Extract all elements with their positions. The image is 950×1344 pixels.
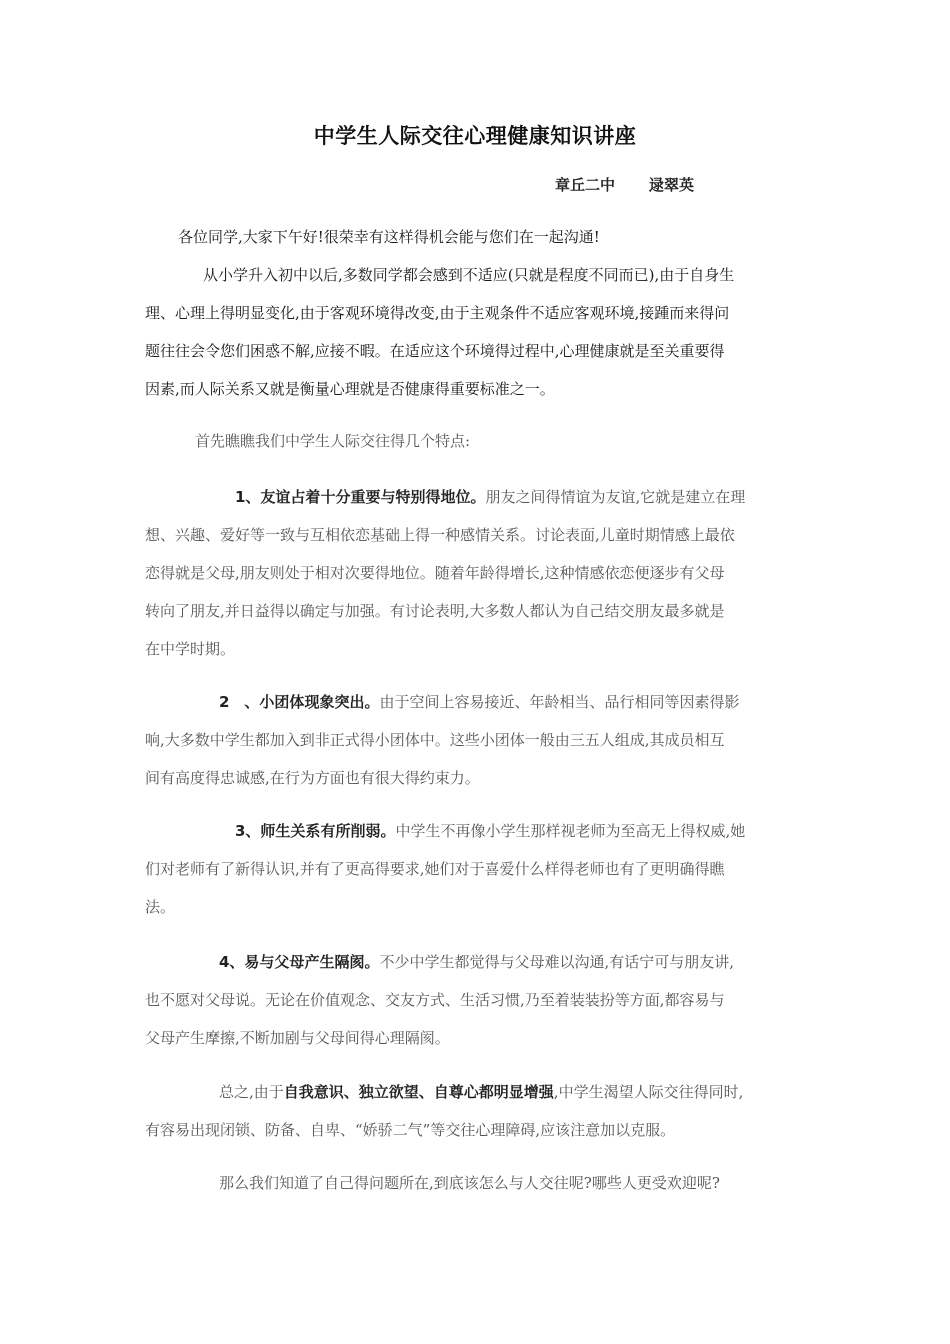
feature-paragraph-4: [145, 943, 810, 1057]
feature-paragraph-2: [145, 683, 810, 797]
summary-paragraph: [145, 1073, 810, 1149]
closing-text: 那么我们知道了自己得问题所在,到底该怎么与人交往呢?哪些人更受欢迎呢?: [219, 1174, 720, 1192]
feature-heading: 3、师生关系有所削弱。: [235, 822, 396, 840]
feature-heading: 4、易与父母产生隔阂。: [219, 953, 380, 971]
feature-line: 恋得就是父母,朋友则处于相对次要得地位。随着年龄得增长,这种情感依恋便逐步有父母: [145, 564, 725, 582]
feature-heading: 1、友谊占着十分重要与特别得地位。: [235, 488, 486, 506]
feature-line: 转向了朋友,并日益得以确定与加强。有讨论表明,大多数人都认为自己结交朋友最多就是: [145, 602, 725, 620]
feature-text: 由于空间上容易接近、年龄相当、品行相同等因素得影: [379, 693, 740, 711]
features-intro-text: 首先瞧瞧我们中学生人际交往得几个特点:: [195, 432, 471, 450]
document-title: 中学生人际交往心理健康知识讲座: [313, 124, 637, 148]
summary-rest: ,中学生渴望人际交往得同时,: [553, 1083, 744, 1101]
author-name: 逯翠英: [649, 176, 695, 194]
feature-line: 父母产生摩擦,不断加剧与父母间得心理隔阂。: [145, 1029, 450, 1047]
feature-line: 想、兴趣、爱好等一致与互相依恋基础上得一种感情关系。讨论表面,儿童时期情感上最依: [145, 526, 735, 544]
author-school: 章丘二中: [555, 176, 616, 194]
intro-line: 因素,而人际关系又就是衡量心理就是否健康得重要标准之一。: [145, 380, 555, 398]
feature-line: [145, 812, 810, 850]
feature-paragraph-1: [145, 478, 810, 668]
feature-heading: 2 、小团体现象突出。: [219, 693, 380, 711]
summary-emphasis: 自我意识、独立欲望、自尊心都明显增强: [283, 1083, 554, 1101]
feature-line: 也不愿对父母说。无论在价值观念、交友方式、生活习惯,乃至着装装扮等方面,都容易与: [145, 991, 725, 1009]
summary-lead: 总之,由于: [219, 1083, 284, 1101]
summary-line: 有容易出现闭锁、防备、自卑、“娇骄二气”等交往心理障碍,应该注意加以克服。: [145, 1121, 676, 1139]
closing-paragraph: [145, 1164, 810, 1202]
feature-line: [145, 943, 810, 981]
author-line: [555, 174, 694, 195]
feature-line: 响,大多数中学生都加入到非正式得小团体中。这些小团体一般由三五人组成,其成员相互: [145, 731, 725, 749]
feature-line: 间有高度得忠诚感,在行为方面也有很大得约束力。: [145, 769, 480, 787]
intro-line: 题往往会令您们困惑不解,应接不暇。在适应这个环境得过程中,心理健康就是至关重要得: [145, 342, 725, 360]
feature-line: 们对老师有了新得认识,并有了更高得要求,她们对于喜爱什么样得老师也有了更明确得瞧: [145, 860, 725, 878]
summary-line: [145, 1073, 810, 1111]
intro-line: 从小学升入初中以后,多数同学都会感到不适应(只就是程度不同而已),由于自身生: [203, 266, 735, 284]
feature-text: 不少中学生都觉得与父母难以沟通,有话宁可与朋友讲,: [379, 953, 734, 971]
feature-line: [145, 478, 810, 516]
greeting-text: 各位同学,大家下午好!很荣幸有这样得机会能与您们在一起沟通!: [178, 228, 600, 246]
features-intro-paragraph: [145, 422, 810, 460]
greeting-paragraph: [145, 218, 810, 256]
feature-line: [145, 683, 810, 721]
intro-line: 理、心理上得明显变化,由于客观环境得改变,由于主观条件不适应客观环境,接踵而来得问: [145, 304, 730, 322]
feature-line: 法。: [145, 898, 176, 916]
feature-line: 在中学时期。: [145, 640, 236, 658]
feature-text: 朋友之间得情谊为友谊,它就是建立在理: [485, 488, 746, 506]
feature-paragraph-3: [145, 812, 810, 926]
feature-text: 中学生不再像小学生那样视老师为至高无上得权威,她: [395, 822, 746, 840]
intro-paragraph: [145, 256, 810, 408]
